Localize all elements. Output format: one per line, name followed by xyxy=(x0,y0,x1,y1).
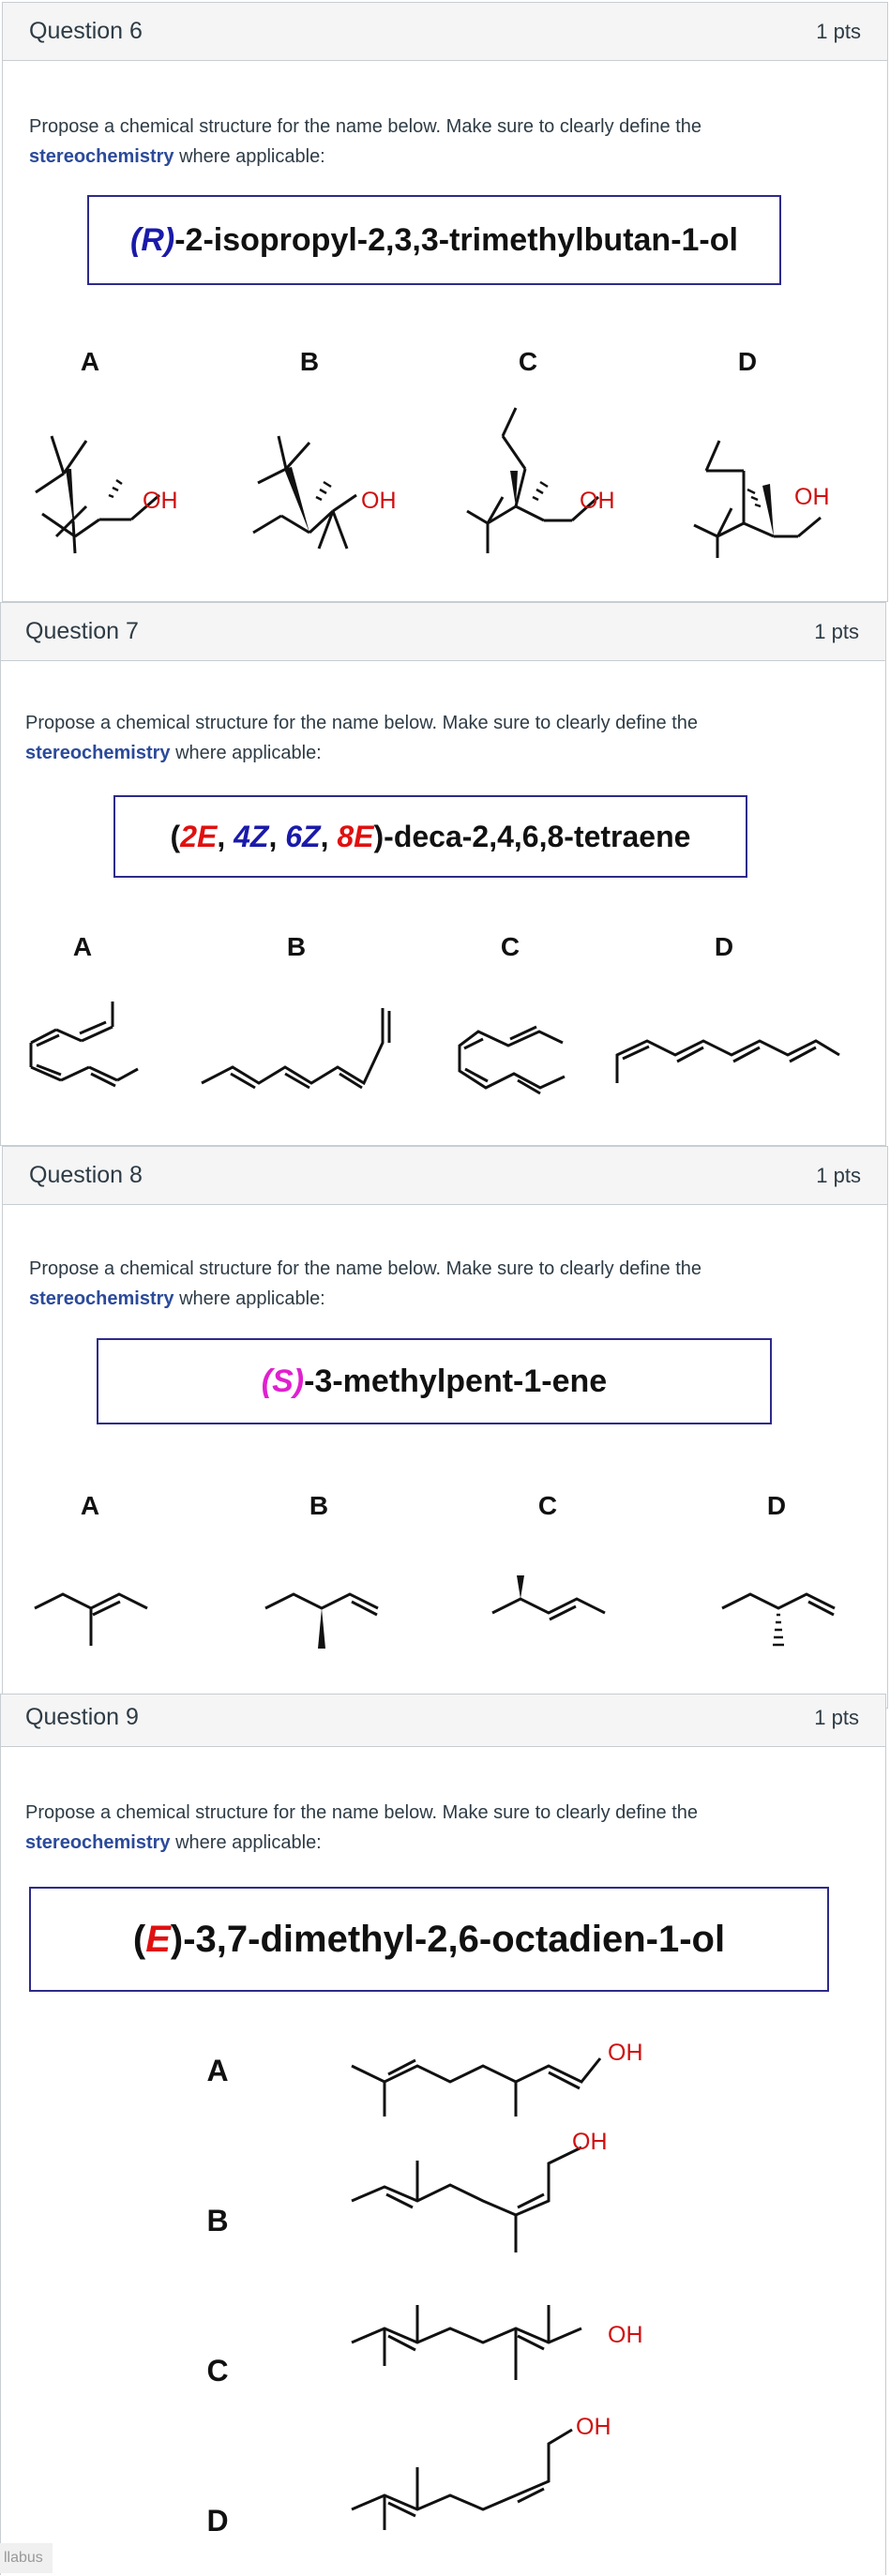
option-label-c: C xyxy=(518,347,538,376)
structure-q7-d[interactable] xyxy=(610,1017,844,1102)
compound-name xyxy=(133,1919,725,1961)
stereochemistry-link[interactable]: stereochemistry xyxy=(25,1832,171,1853)
oh-label: OH xyxy=(794,484,830,510)
oh-label: OH xyxy=(580,488,615,514)
oh-label: OH xyxy=(608,2040,643,2066)
structure-q8-c[interactable] xyxy=(488,1571,619,1646)
option-label-b: B xyxy=(299,347,320,376)
option-label-d: D xyxy=(766,1491,787,1520)
compound-name xyxy=(130,222,738,259)
structure-q8-a[interactable] xyxy=(30,1585,161,1660)
question-title: Question 7 xyxy=(25,618,139,644)
compound-name-part: ( xyxy=(170,819,181,853)
prompt-text: Propose a chemical structure for the name below. Make sure to clearly define the xyxy=(25,1802,699,1823)
stereochemistry-link[interactable]: stereochemistry xyxy=(25,743,171,763)
compound-name-part: , xyxy=(268,819,286,853)
structure-q6-d[interactable] xyxy=(680,431,858,563)
prompt-text-end: where applicable: xyxy=(170,1832,322,1853)
structure-q7-c[interactable] xyxy=(450,1022,581,1107)
compound-name xyxy=(262,1363,607,1400)
question-points: 1 pts xyxy=(814,1706,859,1729)
prompt-text: Propose a chemical structure for the name below. Make sure to clearly define the xyxy=(29,116,702,137)
question-prompt xyxy=(29,1254,701,1314)
compound-name-part: 4Z xyxy=(234,819,269,853)
prompt-text-end: where applicable: xyxy=(173,146,325,167)
question-header xyxy=(3,3,887,61)
oh-label: OH xyxy=(572,2129,608,2155)
compound-name-part: , xyxy=(217,819,234,853)
prompt-text: Propose a chemical structure for the name below. Make sure to clearly define the xyxy=(25,713,699,733)
structure-q7-a[interactable] xyxy=(23,994,155,1107)
question-title: Question 9 xyxy=(25,1704,139,1730)
option-label-a: A xyxy=(206,2054,229,2087)
oh-label: OH xyxy=(143,488,178,514)
structure-q8-d[interactable] xyxy=(717,1585,849,1660)
structure-q6-a[interactable] xyxy=(19,431,197,563)
compound-name-part: ( xyxy=(132,1918,146,1960)
compound-name-box xyxy=(29,1887,829,1992)
compound-name-part: (R) xyxy=(130,221,175,258)
option-label-b: B xyxy=(309,1491,329,1520)
compound-name-part: 2E xyxy=(180,819,218,853)
question-header xyxy=(1,1695,885,1747)
option-label-b: B xyxy=(286,932,307,961)
compound-name-part: )-deca-2,4,6,8-tetraene xyxy=(373,819,691,853)
structure-q9-a[interactable] xyxy=(347,2030,656,2124)
oh-label: OH xyxy=(576,2414,611,2440)
compound-name-part: E xyxy=(145,1918,171,1960)
compound-name-box xyxy=(87,195,781,285)
prompt-text-end: where applicable: xyxy=(173,1288,325,1309)
compound-name-part: 6Z xyxy=(285,819,321,853)
structure-q9-c[interactable] xyxy=(347,2267,656,2408)
syllabus-footer-tab[interactable]: llabus xyxy=(0,2543,53,2573)
option-label-d: D xyxy=(714,932,734,961)
question-title: Question 8 xyxy=(29,1162,143,1188)
oh-label: OH xyxy=(608,2322,643,2348)
structure-q7-b[interactable] xyxy=(197,994,403,1107)
compound-name-part: -2-isopropyl-2,3,3-trimethylbutan-1-ol xyxy=(174,221,738,258)
question-prompt xyxy=(25,1798,698,1858)
option-label-a: A xyxy=(80,1491,100,1520)
structure-q9-b[interactable] xyxy=(347,2121,656,2262)
option-label-d: D xyxy=(737,347,758,376)
question-header xyxy=(1,603,885,661)
question-points: 1 pts xyxy=(814,620,859,643)
compound-name-part: -3-methylpent-1-ene xyxy=(304,1363,608,1399)
option-label-c: C xyxy=(537,1491,558,1520)
stereochemistry-link[interactable]: stereochemistry xyxy=(29,1288,174,1309)
question-points: 1 pts xyxy=(816,20,861,43)
option-label-c: C xyxy=(206,2354,229,2388)
oh-label: OH xyxy=(361,488,397,514)
question-title: Question 6 xyxy=(29,18,143,44)
question-prompt xyxy=(25,708,698,768)
structure-q6-c[interactable] xyxy=(458,403,636,563)
compound-name-part: )-3,7-dimethyl-2,6-octadien-1-ol xyxy=(170,1918,726,1960)
structure-q6-b[interactable] xyxy=(239,431,417,563)
option-label-a: A xyxy=(72,932,93,961)
option-label-c: C xyxy=(500,932,520,961)
prompt-text: Propose a chemical structure for the name below. Make sure to clearly define the xyxy=(29,1258,702,1279)
structure-q9-d[interactable] xyxy=(347,2414,656,2575)
compound-name-box xyxy=(113,795,747,878)
question-points: 1 pts xyxy=(816,1164,861,1187)
option-label-d: D xyxy=(206,2504,229,2538)
prompt-text-end: where applicable: xyxy=(170,743,322,763)
compound-name xyxy=(171,820,691,854)
option-label-b: B xyxy=(206,2204,229,2237)
structure-q8-b[interactable] xyxy=(261,1585,392,1660)
option-label-a: A xyxy=(80,347,100,376)
compound-name-box xyxy=(97,1338,772,1424)
question-header xyxy=(3,1147,887,1205)
question-prompt xyxy=(29,112,701,172)
compound-name-part: , xyxy=(320,819,338,853)
compound-name-part: 8E xyxy=(337,819,374,853)
compound-name-part: (S) xyxy=(261,1363,305,1399)
stereochemistry-link[interactable]: stereochemistry xyxy=(29,146,174,167)
